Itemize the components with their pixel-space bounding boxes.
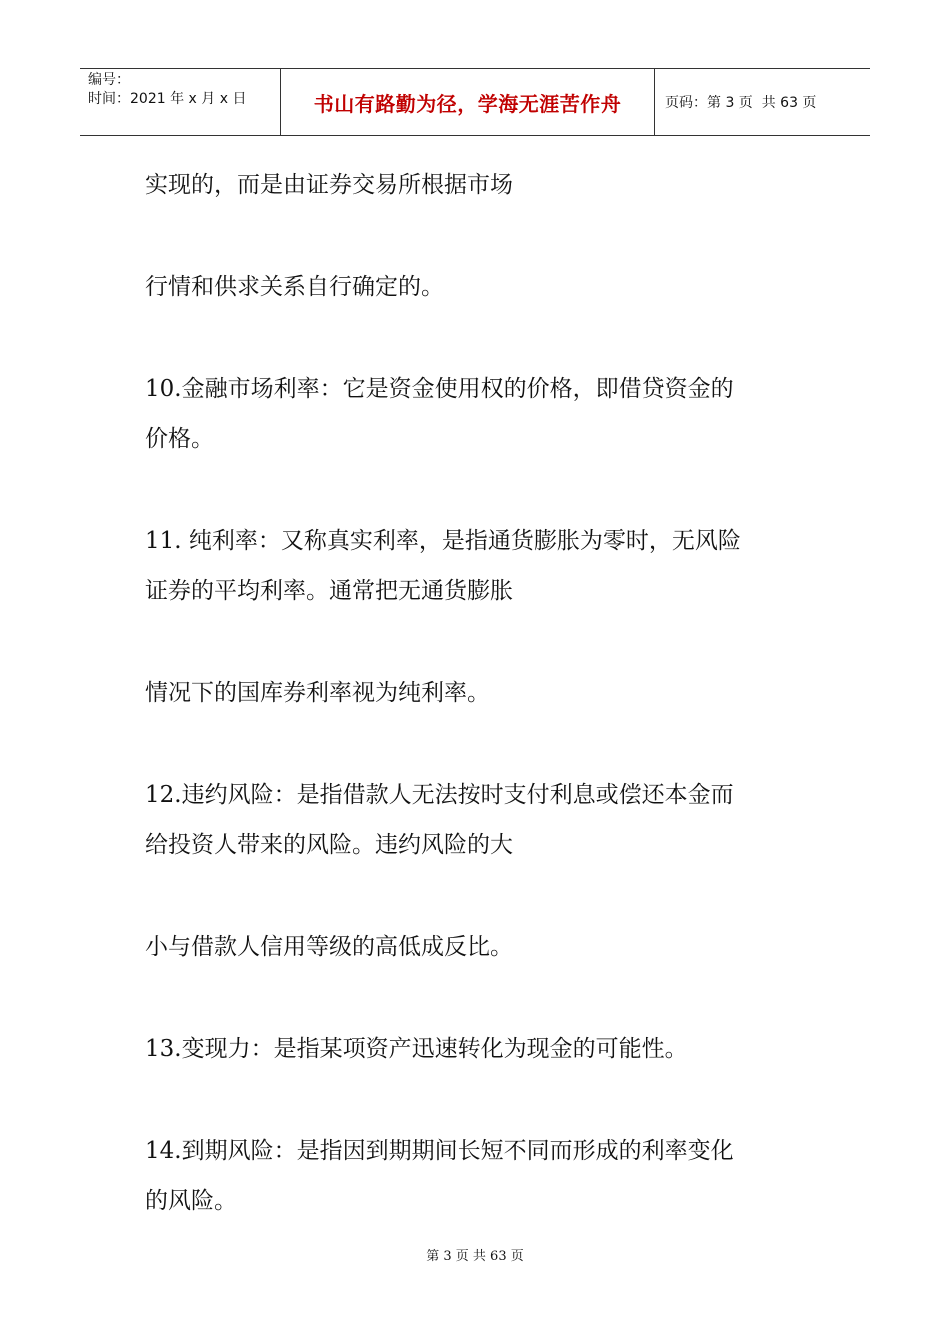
- body-line: 给投资人带来的风险。违约风险的大: [145, 832, 513, 858]
- page-header: [80, 68, 870, 136]
- header-motto: 书山有路勤为径，学海无涯苦作舟: [281, 69, 655, 135]
- header-page-info: [655, 69, 870, 135]
- document-number-label: 编号：: [88, 72, 130, 88]
- body-line: 行情和供求关系自行确定的。: [145, 274, 444, 300]
- paragraph-gap: [145, 312, 815, 364]
- paragraph-gap: [145, 210, 815, 262]
- page-footer: 第 3 页 共 63 页: [426, 1249, 524, 1264]
- paragraph-gap: [145, 972, 815, 1024]
- paragraph-gap: [145, 616, 815, 668]
- body-line: 情况下的国库券利率视为纯利率。: [145, 680, 490, 706]
- body-line: 13.变现力：是指某项资产迅速转化为现金的可能性。: [145, 1036, 688, 1062]
- body-line: 12.违约风险：是指借款人无法按时支付利息或偿还本金而: [145, 782, 734, 808]
- paragraph-gap: [145, 464, 815, 516]
- paragraph-gap: [145, 870, 815, 922]
- document-date: 时间：2021 年 x 月 x 日: [88, 91, 247, 107]
- body-line: 的风险。: [145, 1188, 237, 1214]
- body-line: 11. 纯利率：又称真实利率，是指通货膨胀为零时，无风险: [145, 528, 741, 554]
- body-line: 实现的，而是由证券交易所根据市场: [145, 172, 513, 198]
- body-line: 14.到期风险：是指因到期期间长短不同而形成的利率变化: [145, 1138, 734, 1164]
- header-meta: [80, 69, 281, 135]
- paragraph-gap: [145, 1074, 815, 1126]
- body-line: 小与借款人信用等级的高低成反比。: [145, 934, 513, 960]
- header-page-info-text: 页码：第 3 页 共 63 页: [665, 95, 817, 111]
- document-body: [145, 160, 815, 1226]
- paragraph-gap: [145, 718, 815, 770]
- body-line: 10.金融市场利率：它是资金使用权的价格，即借贷资金的: [145, 376, 734, 402]
- body-line: 价格。: [145, 426, 214, 452]
- body-line: 证券的平均利率。通常把无通货膨胀: [145, 578, 513, 604]
